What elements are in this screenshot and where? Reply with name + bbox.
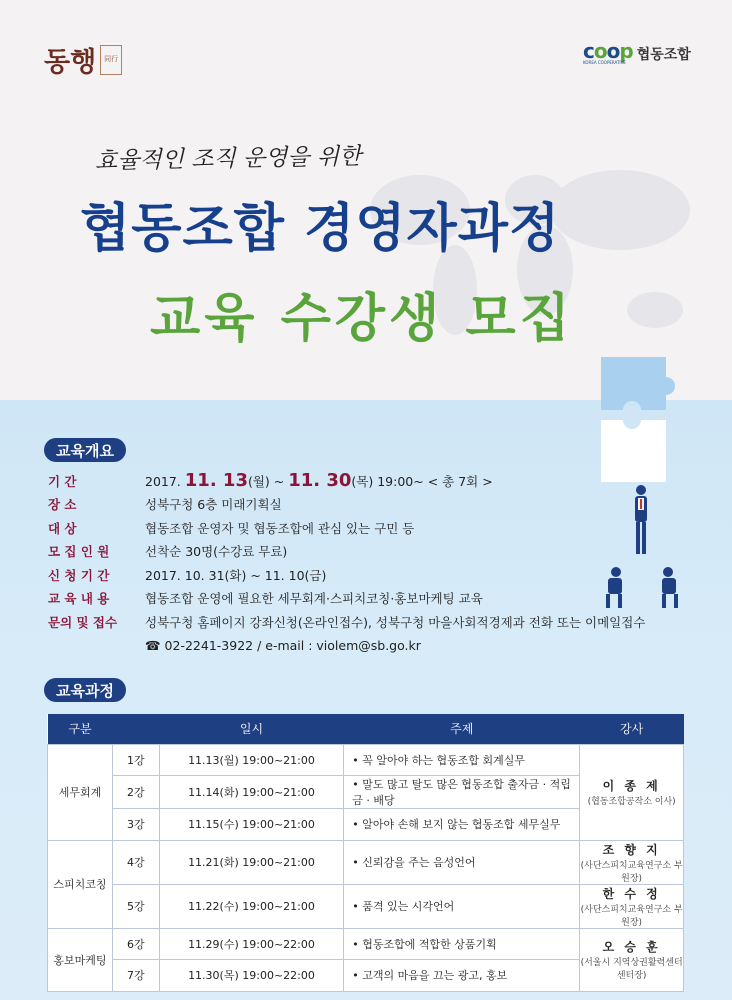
table-row (48, 928, 684, 960)
info-value (145, 470, 493, 491)
session-number: 7강 (112, 960, 159, 992)
info-value: 협동조합 운영자 및 협동조합에 관심 있는 구민 등 (145, 520, 415, 536)
lecturer-name: 한 수 정 (602, 886, 661, 901)
lecturer-name: 조 향 지 (602, 842, 661, 857)
session-date: 11.13(월) 19:00~21:00 (159, 744, 344, 776)
lecturer-affiliation: (서울시 지역상권활력센터 센터장) (580, 958, 683, 981)
info-value: 성북구청 6층 미래기획실 (145, 497, 282, 513)
session-number: 3강 (112, 809, 159, 841)
header-topic: 주제 (344, 714, 580, 744)
session-topic: • 고객의 마음을 끄는 광고, 홍보 (344, 960, 580, 992)
group-name: 세무회계 (48, 744, 113, 840)
session-number: 5강 (112, 884, 159, 928)
info-row-period (48, 469, 645, 493)
info-row-target (48, 516, 645, 540)
donghaeng-seal: 同行 (100, 45, 122, 75)
session-topic: • 품격 있는 시각언어 (344, 884, 580, 928)
info-row-apply-period (48, 563, 645, 587)
lecturer-name: 이 종 제 (602, 779, 661, 793)
table-row (48, 884, 684, 928)
headline-title-line2: 교육 수강생 모집 (150, 289, 574, 349)
info-row-contact (48, 610, 645, 634)
table-header-row (48, 714, 684, 744)
session-number: 6강 (112, 928, 159, 960)
curriculum-section-label: 교육과정 (44, 678, 126, 702)
group-name: 스피치코칭 (48, 840, 113, 928)
info-row-capacity (48, 540, 645, 564)
overview-info-list (48, 469, 645, 657)
session-number: 2강 (112, 776, 159, 809)
lecturer-cell (580, 840, 684, 884)
period-end: 11. 30 (288, 470, 352, 492)
session-topic: • 말도 많고 탈도 많은 협동조합 출자금 · 적립금 · 배당 (344, 776, 580, 809)
info-key: 모 집 인 원 (48, 544, 110, 560)
info-row-content (48, 587, 645, 611)
info-key: 대 상 (48, 520, 77, 536)
info-value: 성북구청 홈페이지 강좌신청(온라인접수), 성북구청 마을사회적경제과 전화 또는 이메일접수 (145, 614, 646, 630)
lecturer-cell (580, 744, 684, 840)
coop-logo-name: 협동조합 (636, 46, 691, 63)
curriculum-table (47, 714, 684, 992)
session-date: 11.30(목) 19:00~22:00 (159, 960, 344, 992)
period-year: 2017. (145, 474, 185, 490)
session-date: 11.22(수) 19:00~21:00 (159, 884, 344, 928)
lecturer-affiliation: (사단스피치교육연구소 부원장) (580, 860, 683, 884)
info-key: 신 청 기 간 (48, 567, 110, 583)
session-date: 11.15(수) 19:00~21:00 (159, 809, 344, 841)
header-lecturer: 강사 (580, 714, 684, 744)
session-topic: • 꼭 알아야 하는 협동조합 회계실무 (344, 744, 580, 776)
info-row-place (48, 493, 645, 517)
session-number: 4강 (112, 840, 159, 884)
lecturer-affiliation: (협동조합공작소 이사) (587, 797, 676, 807)
session-date: 11.29(수) 19:00~22:00 (159, 928, 344, 960)
headline-title-line1: 협동조합 경영자과정 (80, 199, 561, 259)
session-number: 1강 (112, 744, 159, 776)
lecturer-affiliation: (사단스피치교육연구소 부원장) (580, 904, 683, 928)
table-row (48, 744, 684, 776)
info-key: 교 육 내 용 (48, 591, 110, 607)
info-value: ☎ 02-2241-3922 / e-mail : violem@sb.go.kr (145, 637, 421, 653)
session-topic: • 협동조합에 적합한 상품기획 (344, 928, 580, 960)
group-name: 홍보마케팅 (48, 928, 113, 991)
header-datetime: 일시 (159, 714, 344, 744)
overview-section-label: 교육개요 (44, 438, 126, 462)
headline-subtitle: 효율적인 조직 운영을 위한 (94, 143, 362, 175)
period-start-suffix: (월) ~ (247, 474, 289, 490)
table-row (48, 840, 684, 884)
info-value: 선착순 30명(수강료 무료) (145, 544, 288, 560)
info-key: 문의 및 접수 (48, 614, 118, 630)
lecturer-name: 오 승 훈 (602, 940, 661, 954)
coop-logo-mark: coop (583, 39, 633, 63)
info-key: 기 간 (48, 473, 77, 489)
coop-logo-sub: KOREA COOPERATIVE (583, 60, 626, 65)
coop-logo (583, 39, 691, 65)
info-value: 협동조합 운영에 필요한 세무회계·스피치코칭·홍보마케팅 교육 (145, 591, 483, 607)
session-date: 11.21(화) 19:00~21:00 (159, 840, 344, 884)
session-topic: • 알아야 손해 보지 않는 협동조합 세무실무 (344, 809, 580, 841)
lecturer-cell (580, 884, 684, 928)
period-end-suffix: (목) 19:00~ < 총 7회 > (351, 474, 493, 490)
info-row-phone-email (48, 634, 645, 658)
info-value: 2017. 10. 31(화) ~ 11. 10(금) (145, 567, 327, 583)
donghaeng-logo-text: 동행 (44, 47, 97, 78)
lecturer-cell (580, 928, 684, 991)
session-topic: • 신뢰감을 주는 음성언어 (344, 840, 580, 884)
info-key: 장 소 (48, 497, 77, 513)
session-date: 11.14(화) 19:00~21:00 (159, 776, 344, 809)
period-start: 11. 13 (184, 470, 248, 492)
donghaeng-logo (44, 40, 122, 79)
header-category: 구분 (48, 714, 113, 744)
